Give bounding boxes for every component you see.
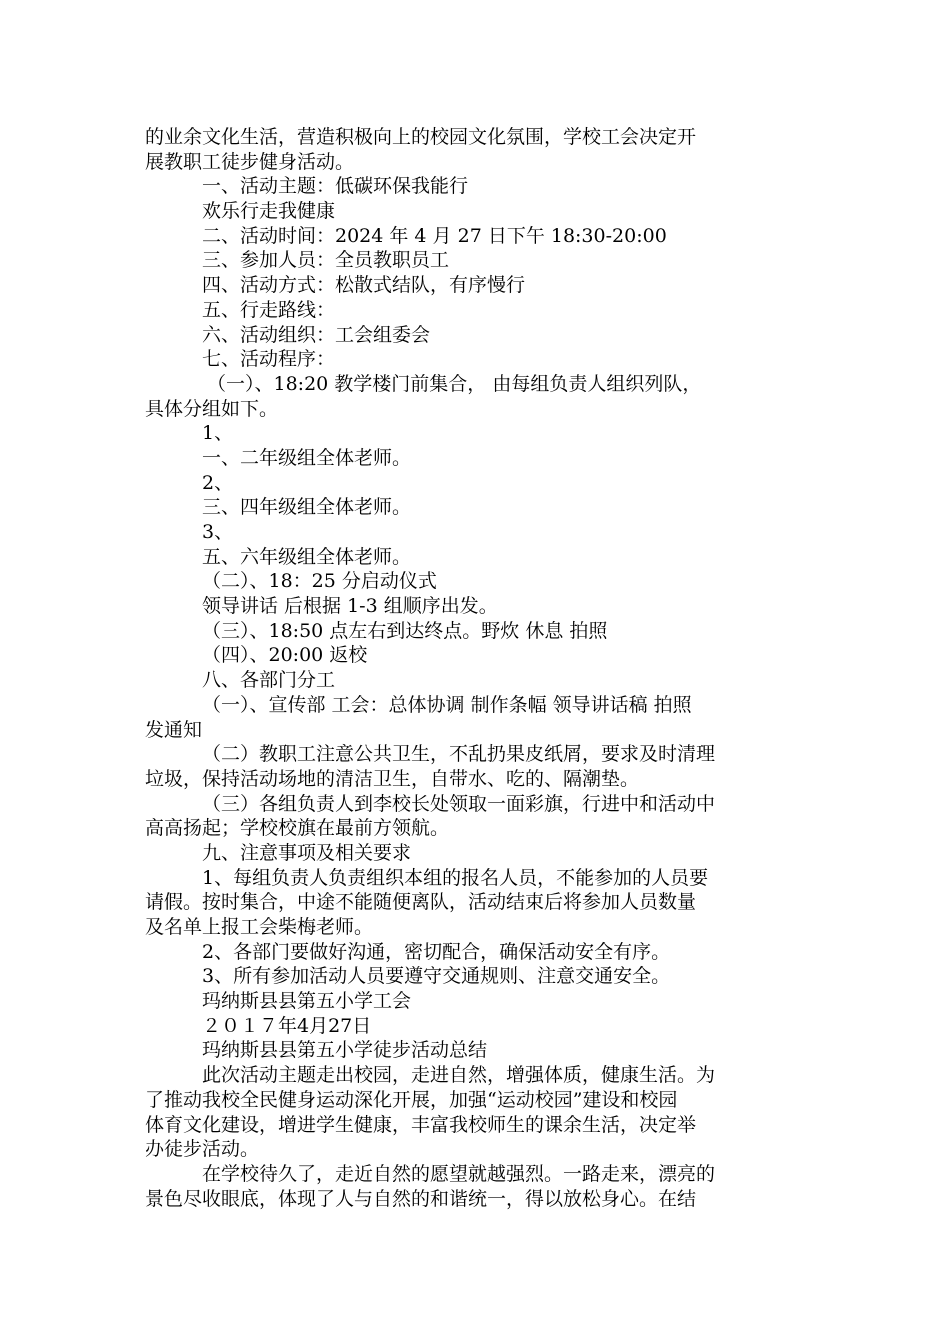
- text-line: 在学校待久了，走近自然的愿望就越强烈。一路走来，漂亮的: [202, 1162, 716, 1185]
- text-line: 领导讲话 后根据 1-3 组顺序出发。: [202, 595, 498, 618]
- text-line: （二）教职工注意公共卫生，不乱扔果皮纸屑，要求及时清理: [202, 743, 716, 766]
- text-line: （一）、宣传部 工会：总体协调 制作条幅 领导讲话稿 拍照: [202, 693, 692, 716]
- text-line: 1、: [202, 422, 234, 445]
- text-line: 办徒步活动。: [145, 1138, 260, 1161]
- text-line: 2、: [202, 471, 234, 494]
- text-line: 的业余文化生活，营造积极向上的校园文化氛围，学校工会决定开: [145, 126, 697, 148]
- text-line: 玛纳斯县县第五小学工会: [202, 990, 412, 1013]
- text-line: 了推动我校全民健身运动深化开展，加强“运动校园”建设和校园: [145, 1088, 678, 1111]
- text-line: 体育文化建设，增进学生健康，丰富我校师生的课余生活，决定举: [145, 1113, 697, 1136]
- text-line: （一）、18:20 教学楼门前集合， 由每组负责人组织列队，: [207, 372, 702, 395]
- text-line: 高高扬起；学校校旗在最前方领航。: [145, 817, 450, 840]
- text-line: 3、: [202, 521, 234, 543]
- text-line: 此次活动主题走出校园，走进自然，增强体质，健康生活。为: [202, 1064, 716, 1087]
- text-line: 及名单上报工会柴梅老师。: [145, 916, 374, 938]
- text-line: 具体分组如下。: [145, 397, 279, 420]
- text-line: 展教职工徒步健身活动。: [145, 150, 355, 173]
- text-line: （三）、18:50 点左右到达终点。野炊 休息 拍照: [202, 619, 608, 642]
- text-line: 八、各部门分工: [202, 669, 336, 692]
- text-line: 一、二年级组全体老师。: [202, 446, 412, 469]
- text-line: 玛纳斯县县第五小学徒步活动总结: [202, 1039, 488, 1062]
- text-line: 九、注意事项及相关要求: [202, 841, 412, 864]
- text-line: ２０１７年4月27日: [202, 1014, 372, 1037]
- text-line: 垃圾，保持活动场地的清洁卫生，自带水、吃的、隔潮垫。: [145, 767, 640, 790]
- text-line: 2、各部门要做好沟通，密切配合，确保活动安全有序。: [202, 940, 671, 963]
- text-line: 五、行走路线：: [202, 298, 336, 321]
- text-line: 三、参加人员：全员教职员工: [202, 249, 450, 272]
- text-line: 六、活动组织：工会组委会: [202, 323, 431, 346]
- text-line: 请假。按时集合，中途不能随便离队，活动结束后将参加人员数量: [145, 891, 697, 914]
- text-line: 三、四年级组全体老师。: [202, 496, 412, 519]
- text-line: 1、每组负责人负责组织本组的报名人员，不能参加的人员要: [202, 866, 709, 889]
- text-line: 3、所有参加活动人员要遵守交通规则、注意交通安全。: [202, 965, 671, 988]
- text-line: 七、活动程序：: [202, 348, 336, 371]
- text-line: （三）各组负责人到李校长处领取一面彩旗，行进中和活动中: [202, 792, 716, 815]
- text-line: 二、活动时间：2024 年 4 月 27 日下午 18:30-20:00: [202, 224, 667, 247]
- text-line: 欢乐行走我健康: [202, 200, 336, 223]
- text-line: 景色尽收眼底，体现了人与自然的和谐统一，得以放松身心。在结: [145, 1187, 697, 1210]
- text-line: 发通知: [145, 718, 203, 741]
- text-line: 四、活动方式：松散式结队，有序慢行: [202, 274, 526, 297]
- text-line: （四）、20:00 返校: [202, 644, 368, 667]
- text-line: 五、六年级组全体老师。: [202, 545, 412, 568]
- document-body: [145, 125, 807, 1211]
- text-line: 一、活动主题：低碳环保我能行: [202, 175, 469, 198]
- text-line: （二）、18：25 分启动仪式: [202, 570, 437, 593]
